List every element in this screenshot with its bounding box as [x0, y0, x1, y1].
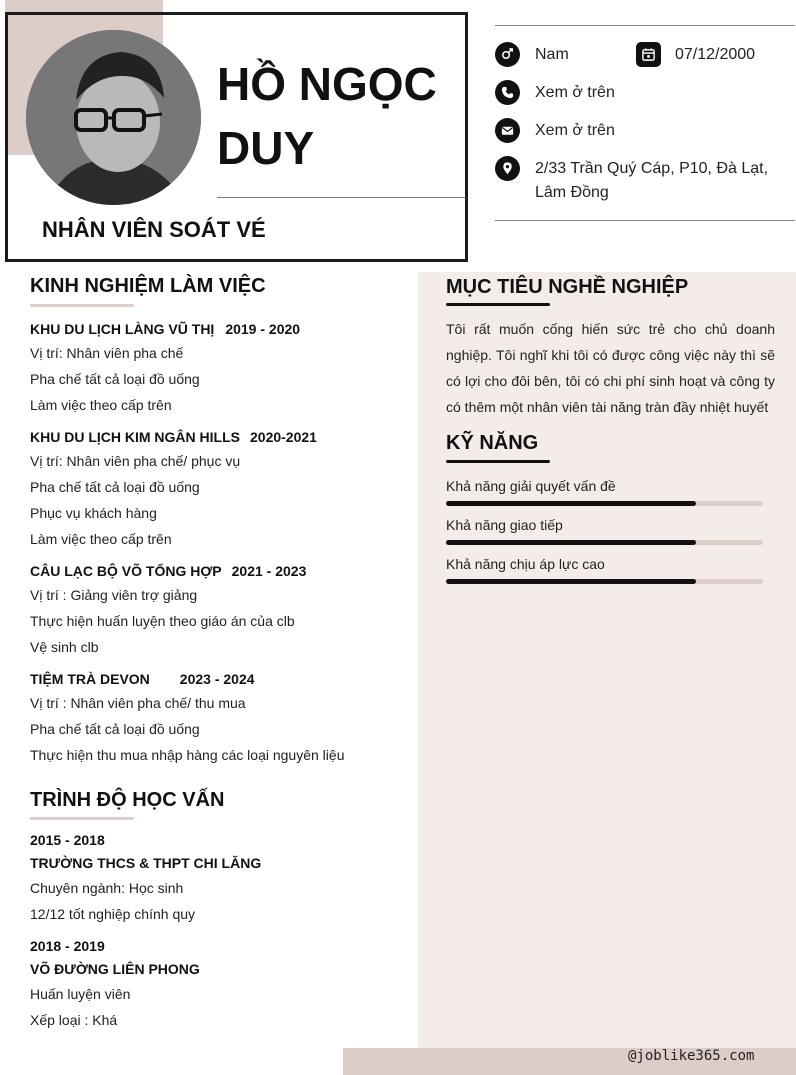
skill-item: [446, 477, 763, 506]
experience-item: [30, 560, 400, 660]
skill-bar-track: [446, 540, 763, 545]
avatar-photo: [26, 30, 201, 205]
objective-text: Tôi rất muốn cống hiến sức trẻ cho chủ doanh nghiệp. Tôi nghĩ khi tôi có được công việc này thì sẽ có lợi cho đôi bên, tôi có chi phí sinh hoạt và công ty có thêm một nhân viên tài năng tràn đầy nhiệt huyết: [446, 321, 775, 415]
duty-line: Pha chế tất cả loại đồ uống: [30, 721, 200, 737]
duty-line: Vị trí: Nhân viên pha chế: [30, 345, 184, 361]
name-divider: [217, 197, 466, 198]
skills-underline: [446, 460, 550, 463]
skill-item: [446, 555, 763, 584]
skill-bar-fill: [446, 501, 696, 506]
duty-line: Làm việc theo cấp trên: [30, 397, 172, 413]
experience-list: [30, 318, 400, 776]
objective-underline: [446, 303, 550, 306]
objective-title: MỤC TIÊU NGHỀ NGHIỆP: [446, 276, 689, 298]
company-name: CÂU LẠC BỘ VÕ TỔNG HỢP: [30, 563, 222, 579]
email-value: Xem ở trên: [535, 122, 615, 139]
gender-value: Nam: [535, 46, 569, 63]
work-period: 2019 - 2020: [225, 321, 301, 337]
footer-website: @joblike365.com: [628, 1048, 755, 1064]
skill-bar-fill: [446, 540, 696, 545]
education-detail: Xếp loại : Khá: [30, 1012, 118, 1028]
skill-label: Khả năng giao tiếp: [446, 517, 563, 533]
education-item: [30, 935, 400, 1033]
gender-icon: [495, 42, 520, 67]
education-detail: Chuyên ngành: Học sinh: [30, 880, 184, 896]
work-period: 2020-2021: [250, 429, 317, 445]
skill-bar-track: [446, 579, 763, 584]
study-period: 2018 - 2019: [30, 938, 105, 954]
duty-line: Vị trí : Giảng viên trợ giảng: [30, 587, 198, 603]
candidate-name: HỒ NGỌC DUY: [217, 58, 437, 174]
duty-line: Pha chế tất cả loại đồ uống: [30, 371, 200, 387]
job-title: NHÂN VIÊN SOÁT VÉ: [42, 217, 266, 242]
birthdate-value: 07/12/2000: [675, 46, 756, 63]
duty-line: Pha chế tất cả loại đồ uống: [30, 479, 200, 495]
school-name: TRƯỜNG THCS & THPT CHI LĂNG: [30, 855, 262, 871]
duty-line: Vị trí: Nhân viên pha chế/ phục vụ: [30, 453, 241, 469]
duty-line: Thực hiện thu mua nhập hàng các loại nguyên liệu: [30, 747, 345, 763]
experience-underline: [30, 304, 134, 307]
skills-title: KỸ NĂNG: [446, 432, 539, 454]
experience-item: [30, 426, 400, 552]
experience-item: [30, 668, 400, 768]
education-detail: Huấn luyện viên: [30, 986, 131, 1002]
company-name: KHU DU LỊCH LÀNG VŨ THỊ: [30, 321, 215, 337]
email-icon: [495, 118, 520, 143]
education-title: TRÌNH ĐỘ HỌC VẤN: [30, 789, 225, 811]
phone-value: Xem ở trên: [535, 84, 615, 101]
skill-label: Khả năng chịu áp lực cao: [446, 556, 605, 572]
experience-title: KINH NGHIỆM LÀM VIỆC: [30, 275, 266, 297]
skill-item: [446, 516, 763, 545]
skill-label: Khả năng giải quyết vấn đề: [446, 478, 616, 494]
contact-block: [495, 25, 795, 221]
duty-line: Làm việc theo cấp trên: [30, 531, 172, 547]
avatar: [26, 30, 201, 205]
calendar-icon: [636, 42, 661, 67]
address-value: 2/33 Trần Quý Cáp, P10, Đà Lạt, Lâm Đồng: [535, 160, 769, 201]
experience-item: [30, 318, 400, 418]
work-period: 2023 - 2024: [179, 671, 255, 687]
company-name: TIỆM TRÀ DEVON: [30, 671, 150, 687]
education-item: [30, 829, 400, 927]
duty-line: Phục vụ khách hàng: [30, 505, 157, 521]
duty-line: Vị trí : Nhân viên pha chế/ thu mua: [30, 695, 246, 711]
skill-bar-fill: [446, 579, 696, 584]
company-name: KHU DU LỊCH KIM NGÂN HILLS: [30, 429, 240, 445]
location-icon: [495, 156, 520, 181]
education-underline: [30, 817, 134, 820]
education-list: [30, 829, 400, 1041]
study-period: 2015 - 2018: [30, 832, 105, 848]
school-name: VÕ ĐƯỜNG LIÊN PHONG: [30, 961, 200, 977]
phone-icon: [495, 80, 520, 105]
duty-line: Vệ sinh clb: [30, 639, 99, 655]
education-detail: 12/12 tốt nghiệp chính quy: [30, 906, 196, 922]
skill-bar-track: [446, 501, 763, 506]
duty-line: Thực hiện huấn luyện theo giáo án của clb: [30, 613, 295, 629]
work-period: 2021 - 2023: [231, 563, 307, 579]
